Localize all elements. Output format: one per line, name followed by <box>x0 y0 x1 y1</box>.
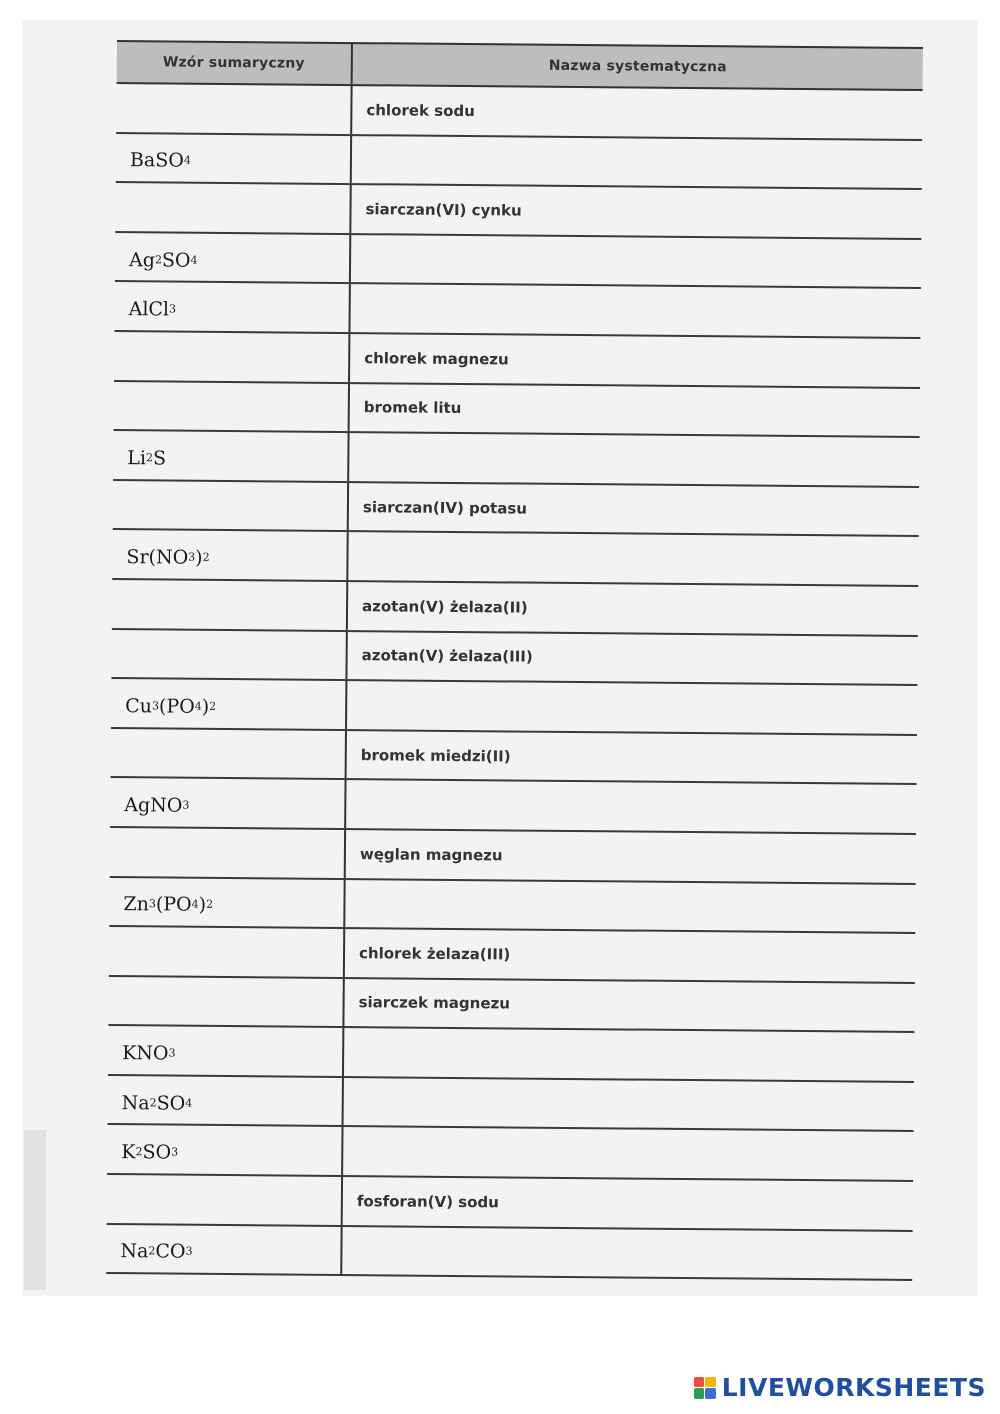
name-cell: węglan magnezu <box>359 844 503 865</box>
name-cell: chlorek magnezu <box>364 348 509 369</box>
name-cell <box>342 1227 912 1280</box>
table-row <box>110 828 916 885</box>
scan-shadow <box>24 1130 46 1290</box>
formula-cell <box>108 977 344 1027</box>
name-cell: azotan(V) żelaza(III) <box>361 646 533 666</box>
name-cell: chlorek żelaza(III) <box>358 944 511 964</box>
formula-cell: Na 2 CO 3 <box>106 1225 342 1275</box>
formula-cell <box>109 927 345 977</box>
name-cell <box>352 136 922 189</box>
name-cell: siarczek magnezu <box>358 993 511 1013</box>
table-row <box>114 332 920 389</box>
brand-footer <box>694 1373 986 1402</box>
formula-cell: Zn 3 (PO 4 ) 2 <box>109 877 345 927</box>
formula-cell: Sr(NO 3 ) 2 <box>112 530 348 580</box>
formula-cell <box>110 828 346 878</box>
formula-cell <box>115 183 351 233</box>
table-row <box>107 1125 913 1182</box>
name-cell <box>344 1028 914 1081</box>
brand-text: LIVEWORKSHEETS <box>721 1373 986 1402</box>
formula-cell <box>111 729 347 779</box>
formula-cell: AgNO 3 <box>110 778 346 828</box>
name-cell <box>349 433 919 486</box>
worksheet-table <box>106 40 923 1281</box>
name-cell <box>348 532 918 585</box>
logo-square <box>705 1377 716 1388</box>
table-row <box>112 580 918 637</box>
name-cell: fosforan(V) sodu <box>356 1191 499 1212</box>
name-cell <box>347 681 917 734</box>
table-row <box>108 1026 914 1083</box>
name-cell: bromek litu <box>363 398 462 418</box>
name-cell <box>343 1127 913 1180</box>
table-row <box>110 778 916 835</box>
formula-cell <box>107 1175 343 1225</box>
logo-square <box>694 1377 705 1388</box>
table-row <box>113 481 919 538</box>
header-formula: Wzór sumaryczny <box>117 42 353 84</box>
table-row <box>116 134 922 191</box>
table-row <box>115 183 921 240</box>
table-row <box>112 530 918 587</box>
name-cell <box>345 880 915 933</box>
formula-cell: Li 2 S <box>113 431 349 481</box>
table-row <box>116 84 922 141</box>
logo-square <box>694 1388 705 1399</box>
name-cell: azotan(V) żelaza(II) <box>361 596 528 617</box>
formula-cell <box>112 580 348 630</box>
name-cell <box>344 1078 914 1131</box>
table-row <box>111 729 917 786</box>
formula-cell: BaSO 4 <box>116 134 352 184</box>
table-body <box>106 84 922 1281</box>
table-header <box>117 40 923 91</box>
formula-cell: Ag 2 SO 4 <box>115 233 351 283</box>
table-row <box>109 927 915 984</box>
formula-cell <box>114 382 350 432</box>
table-row <box>108 1076 914 1133</box>
name-cell: bromek miedzi(II) <box>360 745 511 765</box>
formula-cell <box>113 481 349 531</box>
table-row <box>115 233 921 290</box>
name-cell <box>346 780 916 833</box>
formula-cell: KNO 3 <box>108 1026 344 1076</box>
formula-cell: K 2 SO 3 <box>107 1125 343 1175</box>
formula-cell <box>116 84 352 134</box>
table-row <box>111 630 917 687</box>
table-row <box>109 877 915 934</box>
formula-cell: AlCl 3 <box>114 282 350 332</box>
table-row <box>114 382 920 439</box>
table-row <box>113 431 919 488</box>
name-cell <box>350 284 920 337</box>
formula-cell: Na 2 SO 4 <box>108 1076 344 1126</box>
table-row <box>111 679 917 736</box>
name-cell: chlorek sodu <box>366 100 475 120</box>
table-row <box>114 282 920 339</box>
name-cell: siarczan(IV) potasu <box>362 497 528 518</box>
formula-cell <box>111 630 347 680</box>
name-cell: siarczan(VI) cynku <box>365 200 522 220</box>
table-row <box>108 977 914 1034</box>
formula-cell: Cu 3 (PO 4 ) 2 <box>111 679 347 729</box>
name-cell <box>351 235 921 288</box>
logo-square <box>705 1388 716 1399</box>
header-name: Nazwa systematyczna <box>548 57 727 76</box>
formula-cell <box>114 332 350 382</box>
table-row <box>106 1225 912 1282</box>
table-row <box>107 1175 913 1232</box>
liveworksheets-logo-icon <box>694 1377 716 1399</box>
